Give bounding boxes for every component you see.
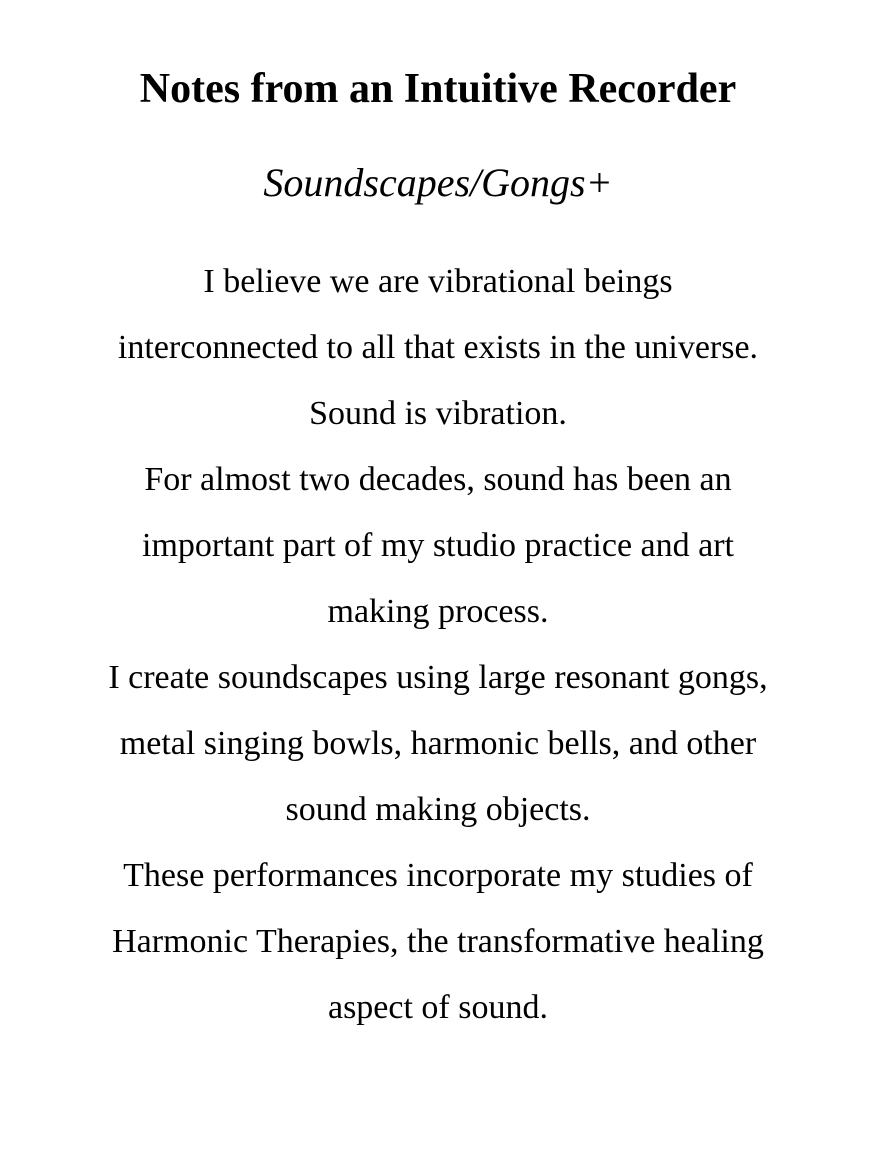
- body-line: I believe we are vibrational beings: [203, 263, 673, 300]
- body-line: These performances incorporate my studies of: [123, 857, 753, 894]
- page-subtitle: Soundscapes/Gongs+: [263, 160, 613, 205]
- body-text: [40, 249, 836, 1041]
- body-line: metal singing bowls, harmonic bells, and other: [119, 725, 757, 762]
- page-title: Notes from an Intuitive Recorder: [139, 66, 737, 112]
- body-line: interconnected to all that exists in the universe.: [117, 329, 759, 366]
- body-line: aspect of sound.: [327, 989, 548, 1026]
- body-line: making process.: [327, 593, 549, 630]
- body-line: For almost two decades, sound has been an: [144, 461, 732, 498]
- body-line: I create soundscapes using large resonant gongs,: [108, 659, 768, 696]
- body-line: important part of my studio practice and art: [142, 527, 734, 564]
- body-line: sound making objects.: [285, 791, 591, 828]
- body-line: Sound is vibration.: [309, 395, 567, 432]
- body-line: Harmonic Therapies, the transformative healing: [112, 923, 764, 960]
